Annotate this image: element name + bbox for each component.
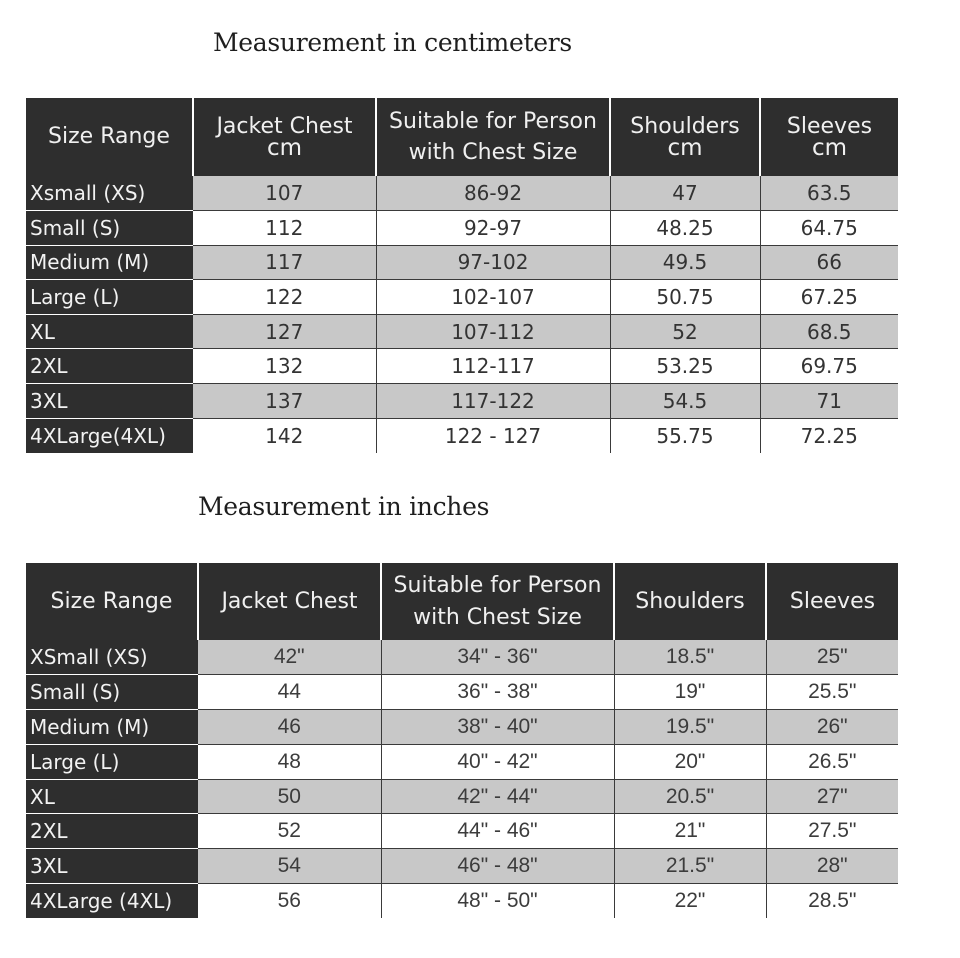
cell-size-range: XL <box>26 314 193 349</box>
cell-sleeves: 63.5 <box>760 176 898 211</box>
cell-shoulders: 52 <box>610 314 760 349</box>
cell-size-range: 4XLarge (4XL) <box>26 884 198 919</box>
header-label: Suitable for Person <box>393 573 602 599</box>
table-row <box>26 211 898 246</box>
cell-chest-size-range: 122 - 127 <box>376 418 610 453</box>
cell-sleeves: 67.25 <box>760 280 898 315</box>
table-row <box>26 814 898 849</box>
cell-shoulders: 49.5 <box>610 245 760 280</box>
cell-sleeves: 66 <box>760 245 898 280</box>
table-row <box>26 675 898 710</box>
cell-shoulders: 54.5 <box>610 384 760 419</box>
header-label: Jacket Chest <box>216 113 353 139</box>
cell-size-range: Medium (M) <box>26 710 198 745</box>
cell-chest-size-range: 97-102 <box>376 245 610 280</box>
cell-chest-size-range: 48" - 50" <box>381 884 614 919</box>
header-unit: cm <box>667 134 703 161</box>
cell-size-range: XL <box>26 779 198 814</box>
header-label: Jacket Chest <box>221 588 358 614</box>
cell-jacket-chest: 122 <box>193 280 376 315</box>
cell-chest-size-range: 86-92 <box>376 176 610 211</box>
cell-size-range: Medium (M) <box>26 245 193 280</box>
cell-sleeves: 68.5 <box>760 314 898 349</box>
cell-shoulders: 18.5" <box>614 640 766 675</box>
header-label: Suitable for Person <box>389 108 597 134</box>
cell-chest-size-range: 46" - 48" <box>381 849 614 884</box>
header-sleeves <box>766 563 898 640</box>
cell-size-range: 4XLarge(4XL) <box>26 418 193 453</box>
cell-sleeves: 64.75 <box>760 211 898 246</box>
cell-jacket-chest: 44 <box>198 675 381 710</box>
cell-size-range: Xsmall (XS) <box>26 176 193 211</box>
cell-size-range: XSmall (XS) <box>26 640 198 675</box>
cell-jacket-chest: 107 <box>193 176 376 211</box>
header-label-line2: with Chest Size <box>408 140 578 165</box>
header-suitable-chest-size <box>381 563 614 640</box>
header-label: Sleeves <box>786 113 873 139</box>
header-size-range <box>26 98 193 176</box>
header-label-line2: with Chest Size <box>413 604 582 630</box>
cell-jacket-chest: 42" <box>198 640 381 675</box>
table-row <box>26 314 898 349</box>
cell-size-range: 2XL <box>26 814 198 849</box>
cell-size-range: Large (L) <box>26 280 193 315</box>
cell-sleeves: 28.5" <box>766 884 898 919</box>
cell-size-range: 2XL <box>26 349 193 384</box>
table-row <box>26 418 898 453</box>
cell-size-range: Small (S) <box>26 211 193 246</box>
cell-shoulders: 50.75 <box>610 280 760 315</box>
cell-jacket-chest: 117 <box>193 245 376 280</box>
cell-chest-size-range: 34" - 36" <box>381 640 614 675</box>
table-row <box>26 640 898 675</box>
header-shoulders <box>610 98 760 176</box>
cell-jacket-chest: 50 <box>198 779 381 814</box>
table-row <box>26 245 898 280</box>
header-sleeves <box>760 98 898 176</box>
cell-jacket-chest: 48 <box>198 744 381 779</box>
header-jacket-chest <box>193 98 376 176</box>
header-size-range <box>26 563 198 640</box>
caption-centimeters: Measurement in centimeters <box>213 28 572 57</box>
cell-sleeves: 69.75 <box>760 349 898 384</box>
cell-shoulders: 53.25 <box>610 349 760 384</box>
table-row <box>26 884 898 919</box>
table-row <box>26 349 898 384</box>
header-suitable-chest-size <box>376 98 610 176</box>
cell-chest-size-range: 40" - 42" <box>381 744 614 779</box>
cell-shoulders: 22" <box>614 884 766 919</box>
cell-size-range: 3XL <box>26 849 198 884</box>
header-label: Shoulders <box>635 588 745 614</box>
cell-shoulders: 47 <box>610 176 760 211</box>
header-label: Shoulders <box>630 113 740 139</box>
header-label: Size Range <box>50 588 173 614</box>
header-shoulders <box>614 563 766 640</box>
cell-jacket-chest: 52 <box>198 814 381 849</box>
cell-sleeves: 25.5" <box>766 675 898 710</box>
cell-shoulders: 20" <box>614 744 766 779</box>
cell-chest-size-range: 107-112 <box>376 314 610 349</box>
header-row <box>26 98 898 176</box>
size-table-inches <box>26 563 898 918</box>
table-row <box>26 176 898 211</box>
cell-jacket-chest: 127 <box>193 314 376 349</box>
cell-chest-size-range: 36" - 38" <box>381 675 614 710</box>
cell-shoulders: 48.25 <box>610 211 760 246</box>
table-body <box>26 640 898 918</box>
cell-sleeves: 25" <box>766 640 898 675</box>
header-jacket-chest <box>198 563 381 640</box>
cell-shoulders: 19.5" <box>614 710 766 745</box>
header-label: Size Range <box>48 124 170 150</box>
cell-jacket-chest: 132 <box>193 349 376 384</box>
cell-chest-size-range: 92-97 <box>376 211 610 246</box>
cell-size-range: Small (S) <box>26 675 198 710</box>
cell-jacket-chest: 137 <box>193 384 376 419</box>
cell-sleeves: 27" <box>766 779 898 814</box>
table-row <box>26 710 898 745</box>
cell-chest-size-range: 112-117 <box>376 349 610 384</box>
cell-chest-size-range: 102-107 <box>376 280 610 315</box>
cell-shoulders: 21.5" <box>614 849 766 884</box>
table-row <box>26 384 898 419</box>
cell-chest-size-range: 117-122 <box>376 384 610 419</box>
cell-jacket-chest: 54 <box>198 849 381 884</box>
table-row <box>26 849 898 884</box>
cell-sleeves: 26" <box>766 710 898 745</box>
cell-sleeves: 27.5" <box>766 814 898 849</box>
header-unit: cm <box>266 134 303 161</box>
size-table-centimeters <box>26 98 898 453</box>
header-unit: cm <box>811 134 848 161</box>
cell-sleeves: 28" <box>766 849 898 884</box>
cell-chest-size-range: 44" - 46" <box>381 814 614 849</box>
cell-jacket-chest: 56 <box>198 884 381 919</box>
table-row <box>26 779 898 814</box>
caption-inches: Measurement in inches <box>198 492 490 521</box>
table-row <box>26 744 898 779</box>
cell-shoulders: 55.75 <box>610 418 760 453</box>
cell-size-range: Large (L) <box>26 744 198 779</box>
cell-sleeves: 72.25 <box>760 418 898 453</box>
header-row <box>26 563 898 640</box>
cell-shoulders: 20.5" <box>614 779 766 814</box>
cell-chest-size-range: 38" - 40" <box>381 710 614 745</box>
cell-sleeves: 71 <box>760 384 898 419</box>
cell-shoulders: 21" <box>614 814 766 849</box>
cell-size-range: 3XL <box>26 384 193 419</box>
table-body <box>26 176 898 453</box>
cell-jacket-chest: 46 <box>198 710 381 745</box>
cell-chest-size-range: 42" - 44" <box>381 779 614 814</box>
table-row <box>26 280 898 315</box>
cell-shoulders: 19" <box>614 675 766 710</box>
cell-jacket-chest: 112 <box>193 211 376 246</box>
cell-jacket-chest: 142 <box>193 418 376 453</box>
cell-sleeves: 26.5" <box>766 744 898 779</box>
header-label: Sleeves <box>789 588 876 614</box>
